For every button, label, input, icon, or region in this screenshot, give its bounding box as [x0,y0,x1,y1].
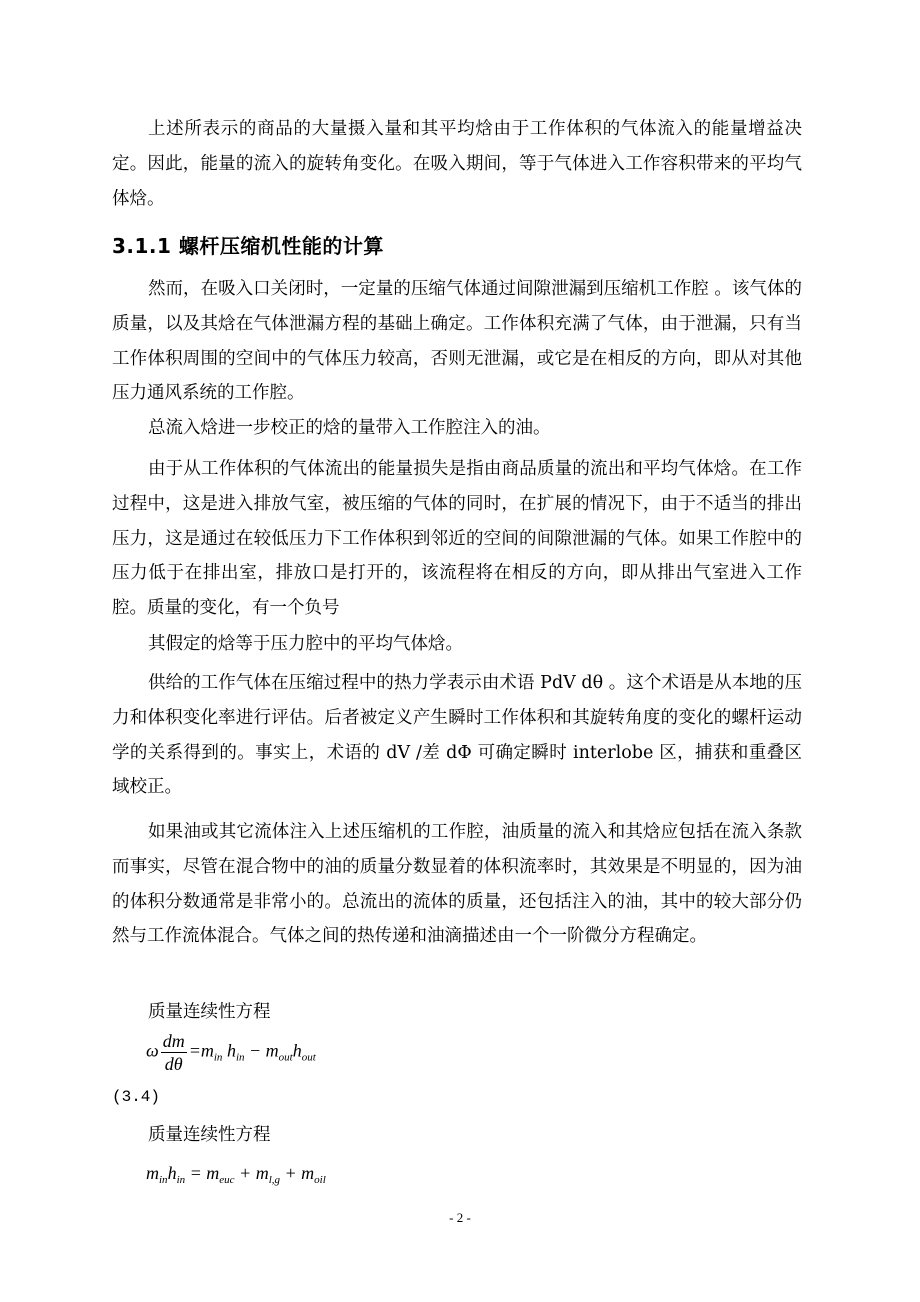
paragraph-2 [112,272,802,411]
fraction-denominator: dθ [164,1054,183,1074]
equation-number: (3.4) [112,1088,161,1106]
equation-3-4 [146,1030,316,1075]
subscript-euc: euc [219,1174,235,1186]
fraction-numerator: dm [162,1031,185,1051]
equation-label-2: 质量连续性方程 [148,1125,271,1145]
term-m-oil: m [301,1163,315,1183]
subscript-oil: oil [314,1174,326,1186]
subscript-out: out [301,1051,316,1064]
subscript-in: in [213,1051,223,1064]
paragraph-5-text: 其假定的焓等于压力腔中的平均气体焓。 [148,634,463,654]
paragraph-4-text: 由于从工作体积的气体流出的能量损失是指由商品质量的流出和平均气体焓。在工作过程中，这是进入排放气室，被压缩的气体的同时，在扩展的情况下，由于不适当的排出压力，这是通过在较低压力下工作体积到邻近的空间的间隙泄漏的气体。如果工作腔中的压力低于在排出室，排放口是打开的，该流程将在相反的方向，即从排出气室进入工作腔。质量的变化，有一个负号 [112,459,802,619]
plus-sign: + [284,1163,297,1183]
omega-symbol: ω [146,1040,159,1061]
subscript-lg: l,g [268,1174,281,1186]
paragraph-3 [112,411,802,446]
paragraph-7-text: 如果油或其它流体注入上述压缩机的工作腔，油质量的流入和其焓应包括在流入条款 而事实，尽管在混合物中的油的质量分数显着的体积流率时，其效果是不明显的，因为油的体积分数通常是非常小的。总流出的流体的质量，还包括注入的油，其中的较大部分仍然与工作流体混合。气体之间的热传递和油滴描述由一个一阶微分方程确定。 [112,822,802,947]
term-m-in: m [200,1040,214,1061]
section-heading: 3.1.1 螺杆压缩机性能的计算 [112,234,384,258]
paragraph-6 [112,666,802,805]
paragraph-6-text: 供给的工作气体在压缩过程中的热力学表示由术语 PdV dθ 。这个术语是从本地的压力和体积变化率进行评估。后者被定义产生瞬时工作体积和其旋转角度的变化的螺杆运动学的关系得到的。事实上，术语的 dV /差 dΦ 可确定瞬时 interlobe 区，捕获和重叠区域校正。 [112,673,802,798]
derivative-fraction [161,1030,187,1075]
equation-enthalpy [146,1163,326,1186]
subscript-in: in [235,1051,245,1064]
term-m-out: m [265,1040,279,1061]
page-number: - 2 - [449,1210,471,1225]
equals-sign: = [189,1163,202,1183]
paragraph-4 [112,452,802,626]
equation-label-1: 质量连续性方程 [148,1002,271,1022]
plus-sign: + [239,1163,252,1183]
subscript-in: in [159,1174,168,1186]
paragraph-3-text: 总流入焓进一步校正的焓的量带入工作腔注入的油。 [148,418,551,438]
paragraph-7 [112,815,802,954]
paragraph-2-text: 然而，在吸入口关闭时，一定量的压缩气体通过间隙泄漏到压缩机工作腔 。该气体的质量，以及其焓在气体泄漏方程的基础上确定。工作体积充满了气体，由于泄漏，只有当工作体积周围的空间中的气体压力较高，否则无泄漏，或它是在相反的方向，即从对其他压力通风系统的工作腔。 [112,279,802,404]
term-m-lg: m [255,1163,269,1183]
paragraph-1-text: 上述所表示的商品的大量摄入量和其平均焓由于工作体积的气体流入的能量增益决定。因此，能量的流入的旋转角变化。在吸入期间，等于气体进入工作容积带来的平均气体焓。 [112,119,802,209]
term-h-in: h [226,1040,236,1061]
term-h-out: h [292,1040,302,1061]
paragraph-1 [112,112,802,216]
subscript-out: out [278,1051,293,1064]
subscript-in: in [176,1174,186,1186]
paragraph-5 [112,627,802,662]
term-m: m [146,1163,159,1183]
term-m-euc: m [206,1163,220,1183]
minus-sign: − [249,1040,262,1061]
term-h: h [167,1163,177,1183]
equals-sign: = [188,1040,201,1061]
